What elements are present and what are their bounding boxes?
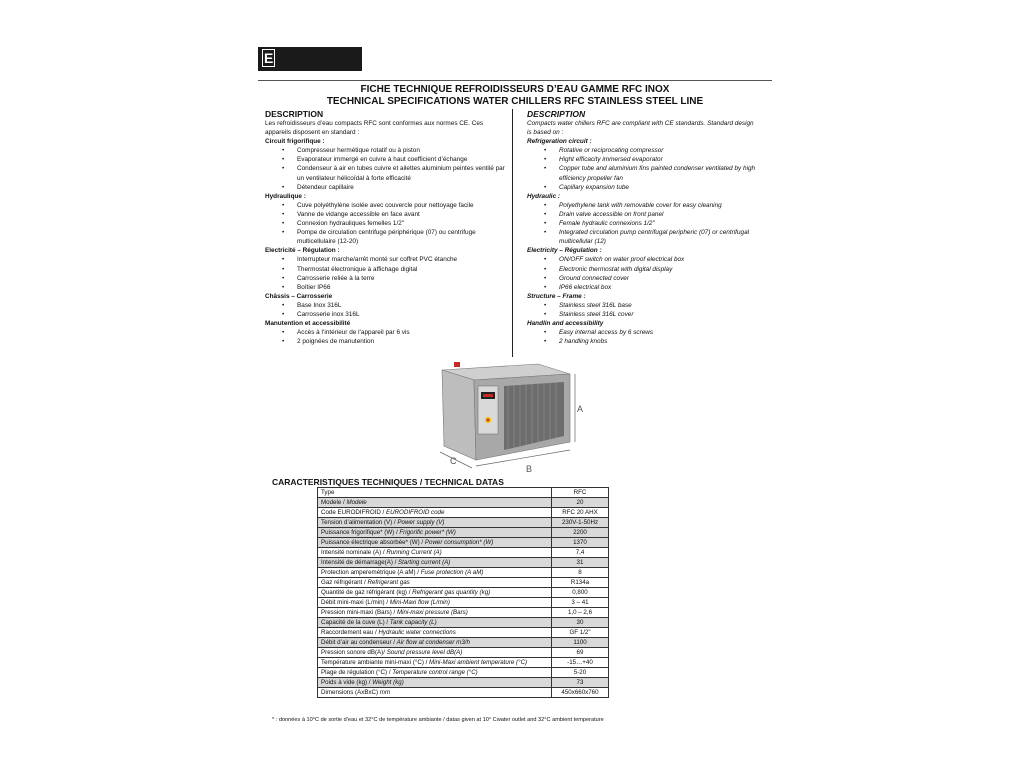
spec-value: 0,800 (552, 588, 609, 598)
section-title: Electricité – Régulation : (265, 247, 340, 255)
eurodifroid-logo: EURODIFROID® (258, 47, 362, 71)
spec-value: RFC 20 AHX (552, 508, 609, 518)
spec-value: 230V-1-50Hz (552, 518, 609, 528)
table-row (318, 628, 609, 638)
list-item: • Hight efficacity immersed evaporator (527, 155, 759, 164)
list-item: • Female hydraulic connexions 1/2" (527, 219, 759, 228)
spec-value: 30 (552, 618, 609, 628)
spec-label: Dimensions (AxBxC) mm (318, 688, 552, 698)
description-en (527, 109, 759, 346)
table-row (318, 688, 609, 698)
spec-label: Pression sonore dB(A)/ Sound pressure level dB(A) (318, 648, 552, 658)
section-list (265, 201, 505, 246)
spec-value: 3 – 41 (552, 598, 609, 608)
list-item: • Interrupteur marche/arrêt monté sur coffret PVC étanche (265, 255, 505, 264)
spec-value: R134a (552, 578, 609, 588)
section-list (265, 328, 505, 346)
table-row (318, 538, 609, 548)
spec-label: Raccordement eau / Hydraulic water connections (318, 628, 552, 638)
list-item: • Copper tube and aluminium fins painted condenser ventilated by high efficiency propeller fan (527, 164, 759, 182)
section-title: Hydraulique : (265, 192, 306, 200)
spec-label: Intensité nominale (A) / Running Current (A) (318, 548, 552, 558)
list-item: • Base Inox 316L (265, 301, 505, 310)
spec-label: Intensité de démarrage(A) / Starting current (A) (318, 558, 552, 568)
description-heading-fr: DESCRIPTION (265, 109, 324, 119)
spec-label: Capacité de la cuve (L) / Tank capacity (L) (318, 618, 552, 628)
spec-value: 8 (552, 568, 609, 578)
spec-value: RFC (552, 488, 609, 498)
description-fr (265, 109, 505, 346)
spec-label: Gaz réfrigérant / Refrigerant gas (318, 578, 552, 588)
list-item: • Easy internal access by 6 screws (527, 328, 759, 337)
table-row (318, 528, 609, 538)
spec-label: Pression mini-maxi (Bars) / Mini-maxi pressure (Bars) (318, 608, 552, 618)
list-item: • Condenseur à air en tubes cuivre et ailettes aluminium peintes ventilé par un ventilateur hélicoïdal à forte efficacité (265, 164, 505, 182)
section-title: Electricity – Régulation : (527, 247, 602, 255)
section-list (527, 328, 759, 346)
intro-fr: Les refroidisseurs d’eau compacts RFC sont conformes aux normes CE. Ces appareils disposent en standard : (265, 120, 484, 137)
footnote: * : données à 10°C de sortie d’eau et 32°C de température ambiante / datas given at 10° Cwater outlet and 32°C ambient temperature (272, 717, 604, 723)
header-divider (258, 80, 772, 81)
table-row (318, 488, 609, 498)
spec-value: 20 (552, 498, 609, 508)
spec-label: Type (318, 488, 552, 498)
spec-label: Tension d’alimentation (V) / Power supply (V) (318, 518, 552, 528)
spec-value: 69 (552, 648, 609, 658)
dimension-c-label: C (450, 456, 457, 466)
spec-value: 2200 (552, 528, 609, 538)
spec-value: 31 (552, 558, 609, 568)
table-row (318, 558, 609, 568)
list-item: • Polyethylene tank with removable cover for easy cleaning (527, 201, 759, 210)
specs-table (317, 487, 609, 698)
section-list (265, 301, 505, 319)
column-divider (512, 109, 513, 357)
list-item: • Boîtier IP66 (265, 283, 505, 292)
table-row (318, 568, 609, 578)
list-item: • ON/OFF switch on water proof electrical box (527, 255, 759, 264)
list-item: • 2 poignées de manutention (265, 337, 505, 346)
spec-label: Débit d’air au condenseur / Air flow at condenser m3/h (318, 638, 552, 648)
table-row (318, 548, 609, 558)
table-row (318, 668, 609, 678)
list-item: • Pompe de circulation centrifuge périphérique (07) ou centrifuge multicellulaire (12-20) (265, 228, 505, 246)
table-row (318, 598, 609, 608)
list-item: • Carrosserie reliée à la terre (265, 274, 505, 283)
spec-label: Quantité de gaz réfrigérant (kg) / Refrigerant gas quantity (kg) (318, 588, 552, 598)
list-item: • Drain valve accessible on front panel (527, 210, 759, 219)
table-row (318, 608, 609, 618)
list-item: • Connexion hydrauliques femelles 1/2" (265, 219, 505, 228)
list-item: • Capillary expansion tube (527, 183, 759, 192)
description-heading-en: DESCRIPTION (527, 109, 586, 119)
dimension-b-label: B (526, 464, 533, 474)
list-item: • Accès à l’intérieur de l’appareil par 6 vis (265, 328, 505, 337)
table-row (318, 658, 609, 668)
spec-label: Protection amperemétrique (A aM) / Fuse protection (A aM) (318, 568, 552, 578)
list-item: • Vanne de vidange accessible en face avant (265, 210, 505, 219)
title-en: TECHNICAL SPECIFICATIONS WATER CHILLERS RFC STAINLESS STEEL LINE (326, 96, 704, 107)
spec-label: Code EURODIFROID / EURODIFROID code (318, 508, 552, 518)
title-fr: FICHE TECHNIQUE REFROIDISSEURS D’EAU GAMME RFC INOX (360, 84, 670, 95)
table-row (318, 648, 609, 658)
list-item: • IP66 electrical box (527, 283, 759, 292)
list-item: • Electronic thermostat with digital display (527, 265, 759, 274)
spec-label: Plage de régulation (°C) / Temperature control range (°C) (318, 668, 552, 678)
list-item: • Compresseur hermétique rotatif ou à piston (265, 146, 505, 155)
section-title: Manutention et accessibilité (265, 320, 351, 328)
spec-value: 73 (552, 678, 609, 688)
section-title: Structure – Frame : (527, 292, 586, 300)
list-item: • Détendeur capillaire (265, 183, 505, 192)
spec-label: Puissance électrique absorbée* (W) / Power consumption* (W) (318, 538, 552, 548)
list-item: • Thermostat électronique à affichage digital (265, 265, 505, 274)
section-list (265, 255, 505, 291)
list-item: • Stainless steel 316L base (527, 301, 759, 310)
specs-title: CARACTERISTIQUES TECHNIQUES / TECHNICAL DATAS (272, 477, 504, 487)
spec-label: Modele / Modele (318, 498, 552, 508)
table-row (318, 518, 609, 528)
table-row (318, 508, 609, 518)
spec-label: Poids à vide (kg) / Weight (kg) (318, 678, 552, 688)
table-row (318, 498, 609, 508)
list-item: • Cuve polyéthylène isolée avec couvercle pour nettoyage facile (265, 201, 505, 210)
list-item: • Rotative or reciprocating compressor (527, 146, 759, 155)
list-item: • Ground connected cover (527, 274, 759, 283)
section-title: Circuit frigorifique : (265, 138, 325, 146)
table-row (318, 618, 609, 628)
table-row (318, 578, 609, 588)
intro-en: Compacts water chillers RFC are compliant with CE standards. Standard design is based on : (527, 120, 754, 137)
section-title: Handlin and accessibility (527, 320, 604, 328)
spec-label: Puissance frigorifique* (W) / Frigorific power* (W) (318, 528, 552, 538)
section-title: Hydraulic : (527, 192, 561, 200)
spec-value: 7,4 (552, 548, 609, 558)
list-item: • Evaporateur immergé en cuivre à haut coefficient d’échange (265, 155, 505, 164)
spec-value: 1,0 – 2,6 (552, 608, 609, 618)
table-row (318, 678, 609, 688)
section-title: Châssis – Carrosserie (265, 292, 333, 300)
chiller-unit-illustration (430, 360, 590, 475)
spec-value: -15…+40 (552, 658, 609, 668)
section-list (265, 146, 505, 191)
spec-label: Température ambiante mini-maxi (°C) / Mini-Maxi ambient temperature (°C) (318, 658, 552, 668)
table-row (318, 638, 609, 648)
spec-value: 1100 (552, 638, 609, 648)
section-list (527, 146, 759, 191)
spec-value: 5-20 (552, 668, 609, 678)
list-item: • Integrated circulation pump centrifugal peripheric (07) or centrifugal multicellular (12) (527, 228, 759, 246)
section-list (527, 201, 759, 246)
list-item: • 2 handling knobs (527, 337, 759, 346)
dimension-a-label: A (577, 404, 584, 414)
spec-label: Débit mini-maxi (L/min) / Mini-Maxi flow (L/min) (318, 598, 552, 608)
section-list (527, 255, 759, 291)
list-item: • Carrosserie inox 316L (265, 310, 505, 319)
section-title: Refrigeration circuit : (527, 138, 592, 146)
spec-value: 1370 (552, 538, 609, 548)
spec-value: GF 1/2" (552, 628, 609, 638)
spec-value: 450x660x760 (552, 688, 609, 698)
section-list (527, 301, 759, 319)
table-row (318, 588, 609, 598)
list-item: • Stainless steel 316L cover (527, 310, 759, 319)
